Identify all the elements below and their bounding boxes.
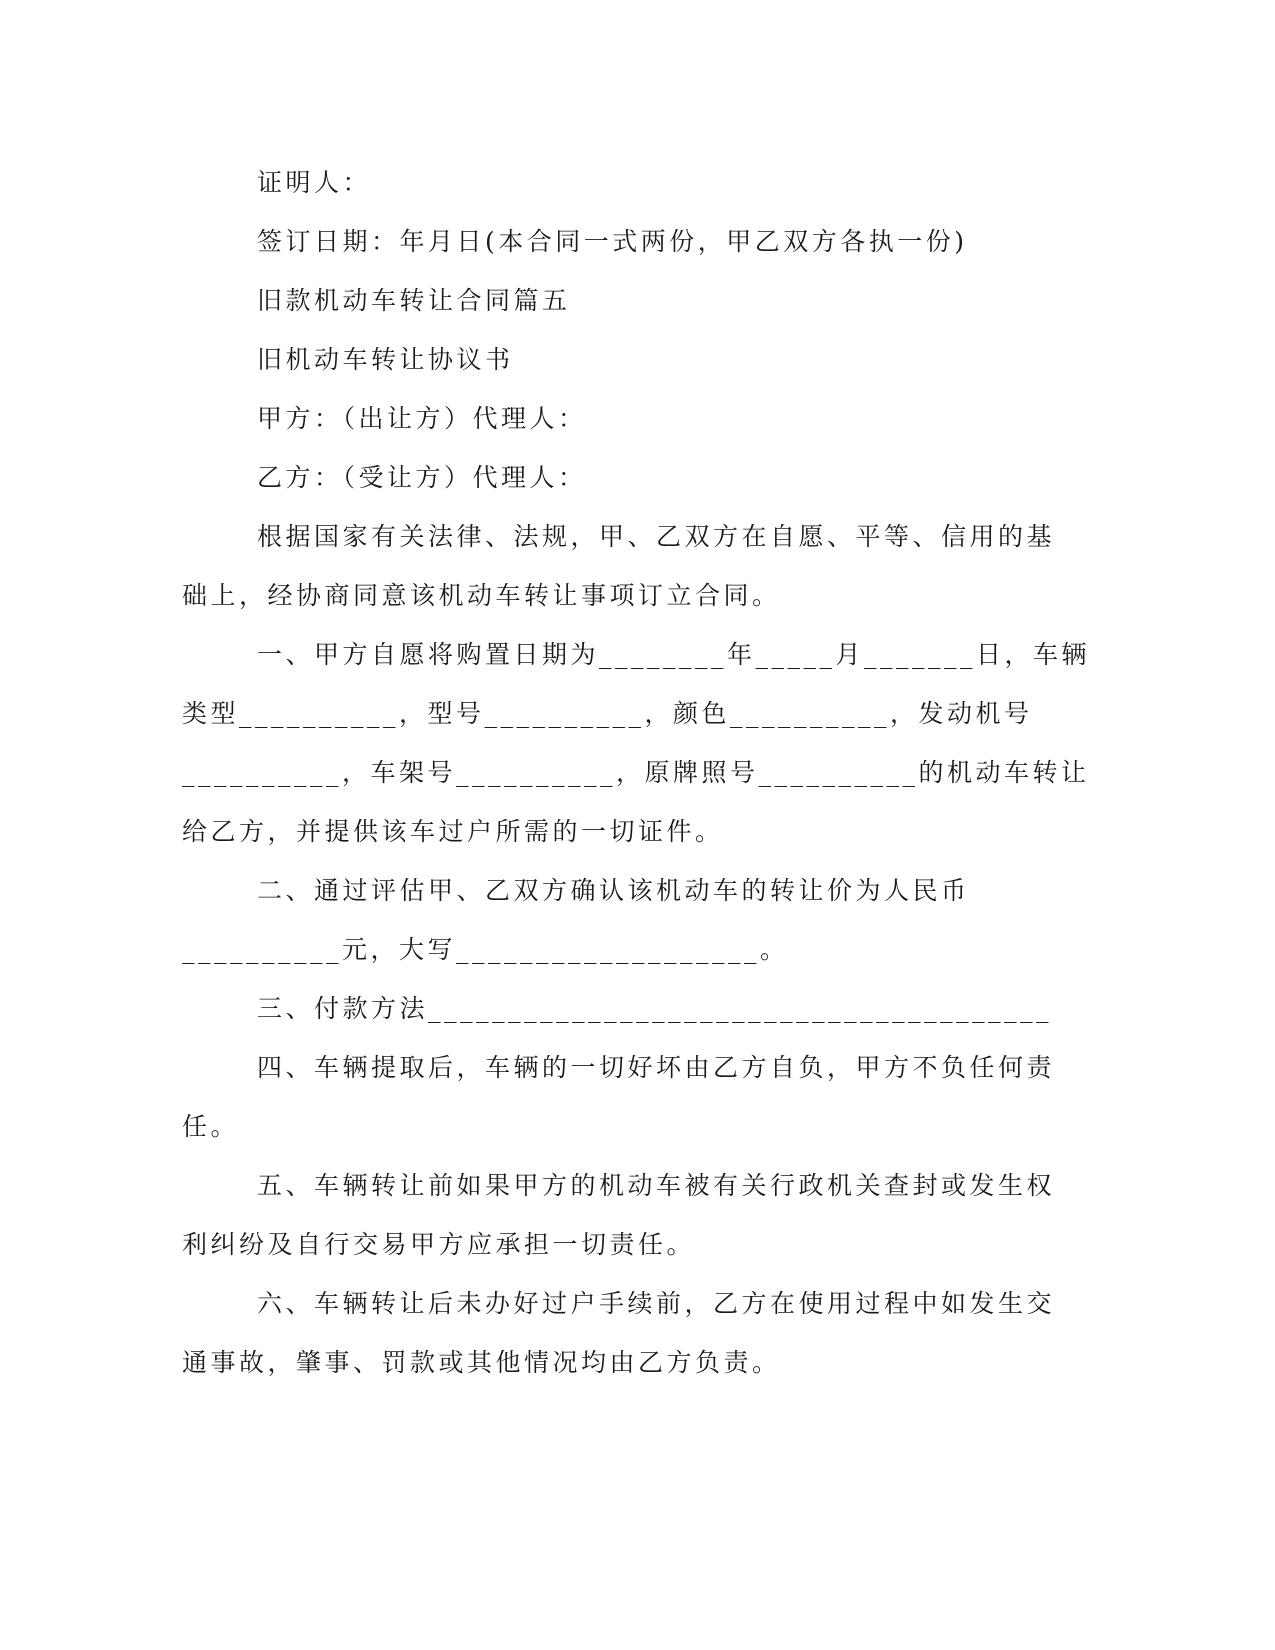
- signing-date-line: 签订日期：年月日(本合同一式两份，甲乙双方各执一份): [257, 227, 968, 256]
- clause-5-line-1: 五、车辆转让前如果甲方的机动车被有关行政机关查封或发生权: [257, 1171, 1056, 1200]
- preamble-line-2: 础上，经协商同意该机动车转让事项订立合同。: [182, 581, 781, 610]
- section-heading: 旧款机动车转让合同篇五: [257, 286, 571, 315]
- clause-4-line-2: 任。: [182, 1112, 240, 1141]
- clause-5-line-2: 利纠纷及自行交易甲方应承担一切责任。: [182, 1230, 696, 1259]
- clause-6-line-2: 通事故，肇事、罚款或其他情况均由乙方负责。: [182, 1348, 781, 1377]
- party-b-line: 乙方：（受让方）代理人：: [257, 463, 587, 492]
- party-a-line: 甲方：（出让方）代理人：: [257, 404, 587, 433]
- clause-1-line-2: 类型__________，型号__________，颜色__________，发动机号: [182, 699, 1033, 728]
- clause-6-line-1: 六、车辆转让后未办好过户手续前，乙方在使用过程中如发生交: [257, 1289, 1056, 1318]
- clause-1-line-1: 一、甲方自愿将购置日期为________年_____月_______日，车辆: [257, 640, 1091, 669]
- clause-2-line-2: __________元，大写___________________。: [182, 935, 789, 964]
- preamble-line-1: 根据国家有关法律、法规，甲、乙双方在自愿、平等、信用的基: [257, 522, 1056, 551]
- agreement-title: 旧机动车转让协议书: [257, 345, 514, 374]
- clause-3-line: 三、付款方法_______________________________________: [257, 994, 1053, 1023]
- witness-line: 证明人：: [257, 168, 372, 197]
- clause-1-line-3: __________，车架号__________，原牌照号__________的机动车转让: [182, 758, 1090, 787]
- clause-1-line-4: 给乙方，并提供该车过户所需的一切证件。: [182, 817, 724, 846]
- clause-2-line-1: 二、通过评估甲、乙双方确认该机动车的转让价为人民币: [257, 876, 970, 905]
- clause-4-line-1: 四、车辆提取后，车辆的一切好坏由乙方自负，甲方不负任何责: [257, 1053, 1056, 1082]
